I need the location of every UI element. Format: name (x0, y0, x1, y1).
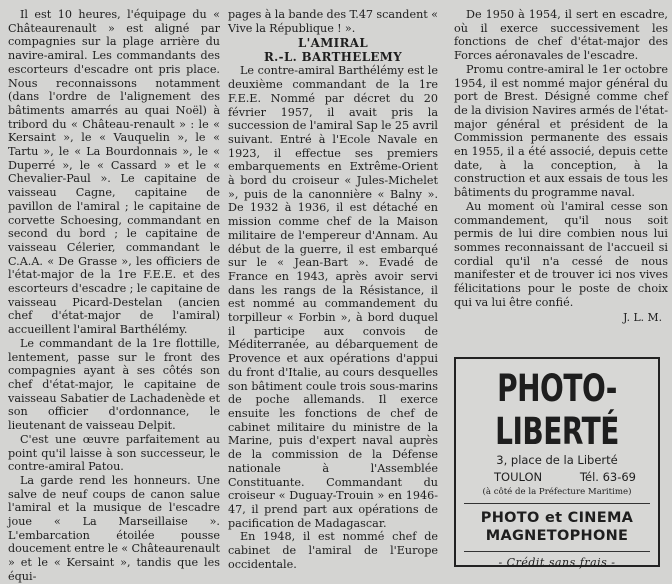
advertisement-title: PHOTO-LIBERTÉ (495, 365, 619, 454)
advertisement-city-phone (494, 470, 636, 484)
author-signature: J. L. M. (623, 311, 662, 325)
article-column-1 (8, 8, 220, 584)
paragraph: Le contre-amiral Barthélémy est le deuxième commandant de la 1re F.E.E. Nommé par décret du 20 février 1957, il avait pris la succession de l'amiral Sap le 25 avril suivant. Entré à l'Ecole Navale en 1923, il effectue ses premiers embarquements en Extrême-Orient à bord du croiseur « Jules-Michelet », puis de la canonnière « Balny ». De 1932 à 1936, il est détaché en mission comme chef de la Maison militaire de l'empereur d'Annam. Au début de la guerre, il est embarqué sur le « Jean-Bart ». Evadé de France en 1943, après avoir servi dans les rangs de la Résistance, il est nommé au commandement du torpilleur « Forbin », à bord duquel il participe aux convois de Méditerranée, au débarquement de Provence et aux opérations d'appui du front d'Italie, au cours desquelles son bâtiment coule trois sous-marins de poche allemands. Il exerce ensuite les fonctions de chef de cabinet militaire du ministre de la Marine, puis d'expert naval auprès de la commission de la Défense nationale à l'Assemblée Constituante. Commandant du croiseur « Duguay-Trouin » en 1946-47, il prend part aux opérations de pacification de Madagascar. (228, 64, 438, 530)
paragraph: Le commandant de la 1re flottille, lentement, passe sur le front des compagnies ayant à ses côtés son chef d'état-major, le capitaine de vaisseau Sabatier de Lachadenède et son officier d'ordonnance, le lieutenant de vaisseau Delpit. (8, 336, 220, 433)
advertisement-product: MAGNETOPHONE (485, 528, 629, 544)
advertisement-address: 3, place de la Liberté (496, 453, 618, 467)
advertisement-divider (464, 503, 650, 504)
advertisement-phone: Tél. 63-69 (579, 470, 636, 484)
paragraph: En 1948, il est nommé chef de cabinet de l'amiral de l'Europe occidentale. (228, 530, 438, 571)
advertisement-box (454, 357, 660, 567)
section-heading: L'AMIRAL (297, 36, 369, 51)
paragraph: Au moment où l'amiral cesse son commandement, qu'il nous soit permis de lui dire combien nous lui sommes reconnaissant de l'accueil si cordial qu'il n'a cessé de nous manifester et de trouver ici nos vives félicitations pour le poste de choix qui va lui être confié. (454, 199, 668, 309)
paragraph: La garde rend les honneurs. Une salve de neuf coups de canon salue l'amiral et la musique de l'escadre joue « La Marseillaise ». L'embarcation étoilée pousse doucement entre le « Châteaurenault » et le « Kersaint », tandis que les équi- (8, 473, 220, 583)
section-heading-name: R.-L. BARTHELEMY (263, 50, 403, 65)
paragraph-continuation: pages à la bande des T.47 scandent « Vive la République ! ». (228, 8, 438, 35)
paragraph: Promu contre-amiral le 1er octobre 1954, il est nommé major général du port de Brest. Désigné comme chef de la division Navires armés de l'état-major général et président de la Commission permanente des essais en 1955, il a été associé, depuis cette date, à la conception, à la construction et aux essais de tous les bâtiments du programme naval. (454, 62, 668, 200)
advertisement-location-note: (à côté de la Préfecture Maritime) (482, 487, 632, 497)
advertisement-divider (464, 551, 650, 552)
article-column-3 (454, 8, 668, 324)
advertisement-product: PHOTO et CINEMA (480, 510, 634, 526)
paragraph: Il est 10 heures, l'équipage du « Châteaurenault » est aligné par compagnies sur la plage arrière du navire-amiral. Les commandants des escorteurs d'escadre ont pris place. Nous reconnaissons notamment (dans l'ordre de l'alignement des bâtiments amarrés au quai Noël) à tribord du « Château-renault » : le « Kersaint », le « Vauquelin », le « Tartu », le « La Bourdonnais », le « Duperré », le « Cassard » et le « Chevalier-Paul ». Le capitaine de vaisseau Cagne, capitaine de pavillon de l'amiral ; le capitaine de corvette Schoesing, commandant en second du bord ; le capitaine de vaisseau Célerier, commandant le C.A.A. « De Grasse », les officiers de l'état-major de la 1re F.E.E. et des escorteurs d'escadre ; le capitaine de vaisseau Picard-Destelan (ancien chef d'état-major de l'amiral) accueillent l'amiral Barthélémy. (8, 8, 220, 337)
advertisement-city: TOULON (494, 470, 543, 484)
paragraph: De 1950 à 1954, il sert en escadre, où il exerce successivement les fonctions de chef d'état-major des Forces aéronavales de l'escadre. (454, 8, 668, 63)
paragraph: C'est une œuvre parfaitement au point qu'il laisse à son successeur, le contre-amiral Patou. (8, 432, 220, 474)
advertisement-credit: - Crédit sans frais - (498, 556, 616, 569)
article-column-2 (228, 8, 438, 571)
